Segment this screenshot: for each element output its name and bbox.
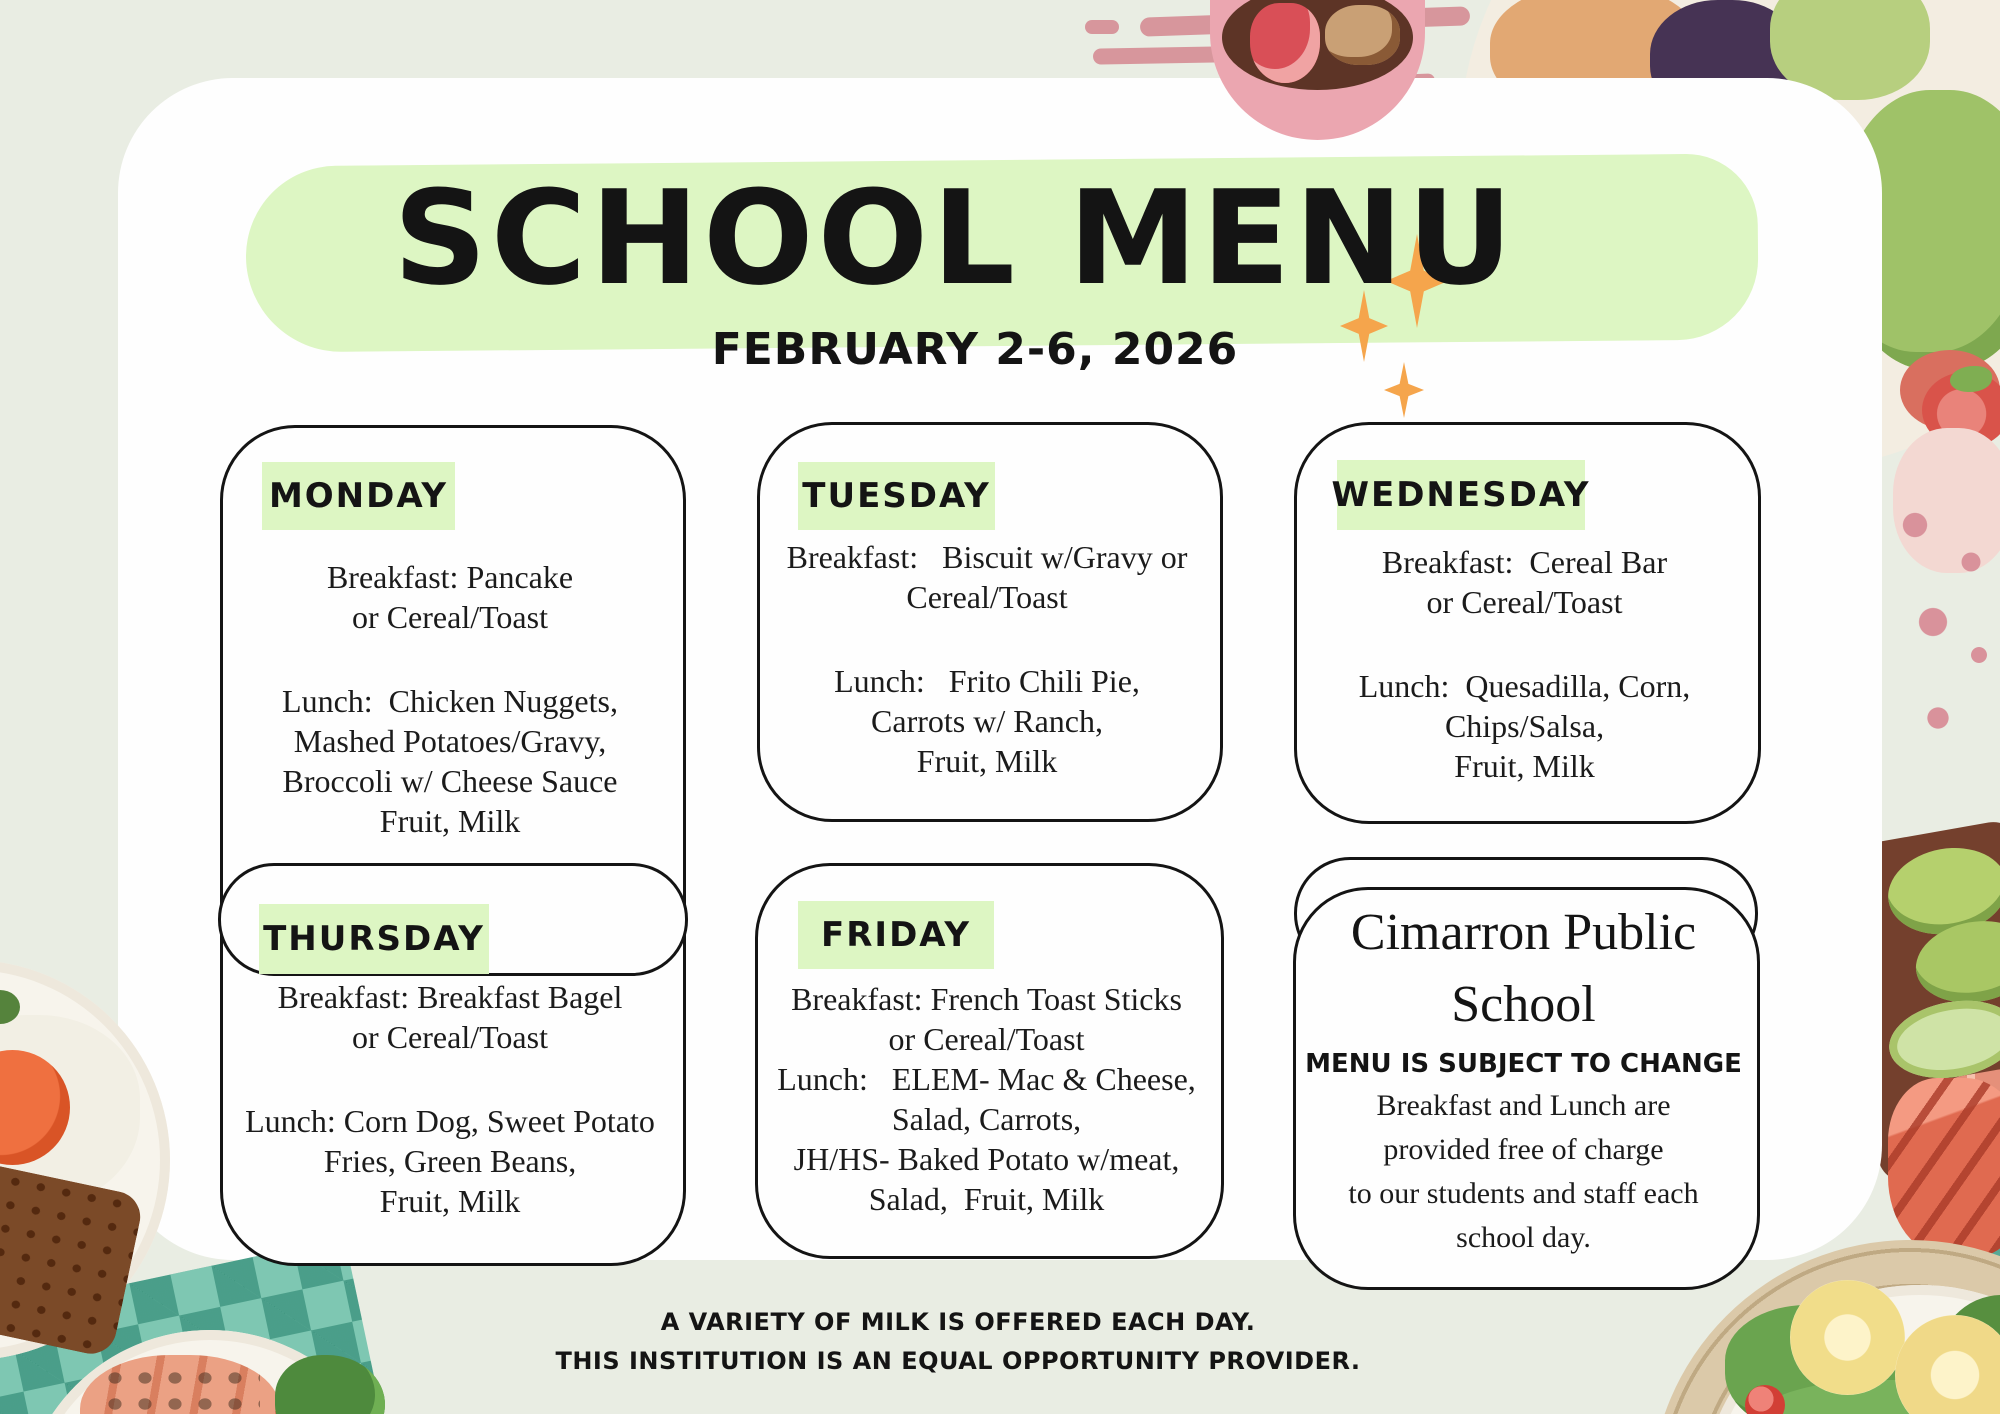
day-label-text: TUESDAY bbox=[802, 476, 991, 516]
school-name-line1: Cimarron Public bbox=[1350, 904, 1697, 961]
grill-marks bbox=[1888, 1078, 2000, 1258]
strawberry bbox=[1250, 3, 1320, 83]
pink-dots-pattern bbox=[1888, 495, 2000, 760]
day-label-wednesday bbox=[1331, 460, 1591, 530]
tuesday-menu: Breakfast: Biscuit w/Gravy or Cereal/Toast Lunch: Frito Chili Pie, Carrots w/ Ranch, Fruit, Milk bbox=[786, 539, 1188, 779]
thursday-menu: Breakfast: Breakfast Bagel or Cereal/Toast Lunch: Corn Dog, Sweet Potato Fries, Green Beans, Fruit, Milk bbox=[245, 979, 655, 1219]
day-label-text: WEDNESDAY bbox=[1331, 475, 1591, 515]
day-label-monday bbox=[262, 462, 455, 530]
sesame-dots bbox=[100, 1365, 260, 1414]
footer-line-2: THIS INSTITUTION IS AN EQUAL OPPORTUNITY PROVIDER. bbox=[555, 1347, 1361, 1375]
info-body: Breakfast and Lunch are provided free of charge to our students and staff each school day. bbox=[1348, 1089, 1699, 1254]
monday-menu: Breakfast: Pancake or Cereal/Toast Lunch: Chicken Nuggets, Mashed Potatoes/Gravy, Broccoli w/ Cheese Sauce Fruit, Milk bbox=[282, 559, 618, 839]
lemon-slice bbox=[1790, 1280, 1905, 1395]
lemon-slice bbox=[1895, 1315, 2000, 1414]
school-name bbox=[1303, 897, 1744, 1041]
school-name-line2: School bbox=[1451, 976, 1596, 1033]
menu-change-notice: MENU IS SUBJECT TO CHANGE bbox=[1305, 1049, 1742, 1079]
day-label-tuesday bbox=[798, 462, 995, 530]
date-range: FEBRUARY 2-6, 2026 bbox=[711, 324, 1239, 375]
granola bbox=[1325, 5, 1400, 65]
footer-line-1: A VARIETY OF MILK IS OFFERED EACH DAY. bbox=[660, 1308, 1256, 1336]
day-label-text: THURSDAY bbox=[263, 919, 485, 959]
day-label-text: FRIDAY bbox=[821, 915, 971, 955]
tomato-leaf bbox=[1950, 366, 1992, 392]
day-label-text: MONDAY bbox=[268, 476, 449, 516]
day-label-friday bbox=[798, 901, 994, 969]
salmon-steak-illustration bbox=[1888, 1078, 2000, 1258]
wednesday-menu: Breakfast: Cereal Bar or Cereal/Toast Lunch: Quesadilla, Corn, Chips/Salsa, Fruit, Milk bbox=[1358, 544, 1691, 784]
page-title: SCHOOL MENU bbox=[393, 162, 1517, 314]
day-label-thursday bbox=[259, 904, 489, 974]
friday-menu: Breakfast: French Toast Sticks or Cereal/Toast Lunch: ELEM- Mac & Cheese, Salad, Carrots, JH/HS- Baked Potato w/meat, Salad, Fruit, Milk bbox=[777, 981, 1196, 1217]
